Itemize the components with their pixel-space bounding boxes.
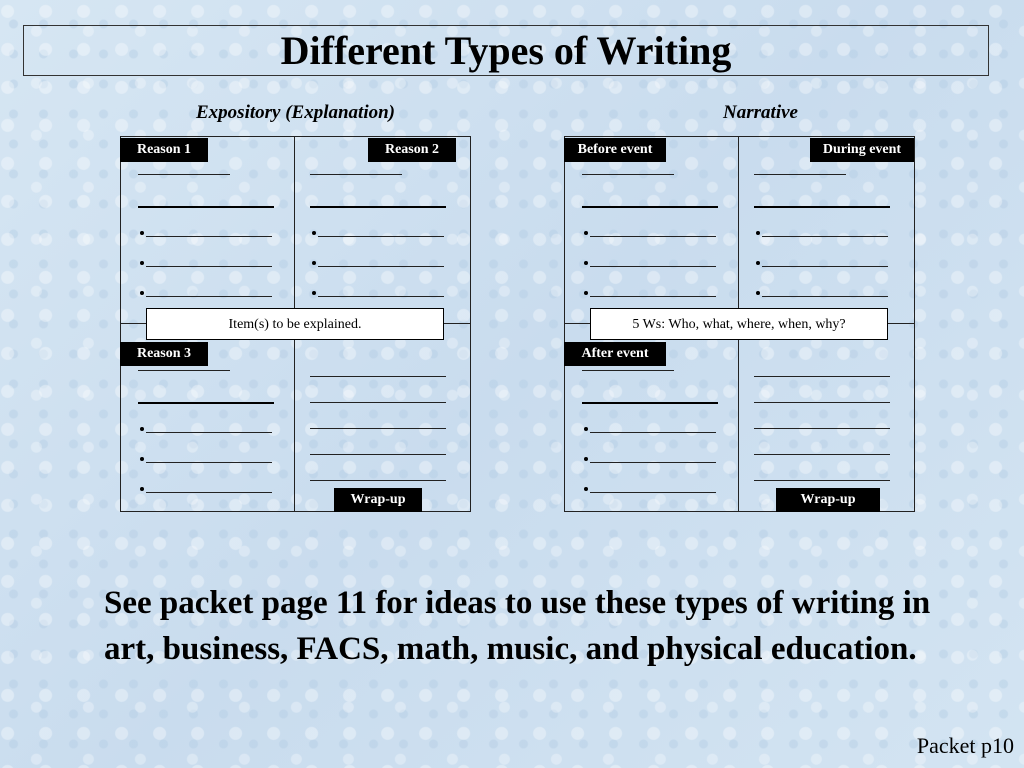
title-box xyxy=(23,25,989,76)
wrap-up-label: Wrap-up xyxy=(776,488,880,512)
bullet-dot xyxy=(312,291,316,295)
writing-line xyxy=(146,266,272,267)
during-event-label: During event xyxy=(810,138,914,162)
expository-organizer xyxy=(120,136,471,512)
writing-line xyxy=(138,402,274,404)
writing-line xyxy=(138,206,274,208)
writing-line xyxy=(310,402,446,403)
writing-line xyxy=(762,236,888,237)
writing-line xyxy=(582,206,718,208)
writing-line xyxy=(146,492,272,493)
writing-line xyxy=(754,376,890,377)
bullet-dot xyxy=(584,457,588,461)
writing-line xyxy=(754,206,890,208)
writing-line xyxy=(754,480,890,481)
writing-line xyxy=(310,376,446,377)
writing-line xyxy=(318,266,444,267)
bullet-dot xyxy=(756,291,760,295)
instructions-text: See packet page 11 for ideas to use these types of writing in art, business, FACS, math, music, and physical education. xyxy=(104,585,931,667)
bullet-dot xyxy=(584,487,588,491)
writing-line xyxy=(146,236,272,237)
bullet-dot xyxy=(140,291,144,295)
bullet-dot xyxy=(584,231,588,235)
writing-line xyxy=(318,236,444,237)
bullet-dot xyxy=(312,261,316,265)
writing-line xyxy=(590,266,716,267)
writing-line xyxy=(762,296,888,297)
writing-line xyxy=(590,432,716,433)
writing-line xyxy=(318,296,444,297)
narrative-heading: Narrative xyxy=(723,102,798,123)
writing-line xyxy=(138,174,230,175)
writing-line xyxy=(754,402,890,403)
writing-line xyxy=(590,492,716,493)
writing-line xyxy=(762,266,888,267)
writing-line xyxy=(310,206,446,208)
writing-line xyxy=(582,174,674,175)
center-topic-box: Item(s) to be explained. xyxy=(146,308,444,340)
bullet-dot xyxy=(584,427,588,431)
writing-line xyxy=(754,428,890,429)
writing-line xyxy=(138,370,230,371)
expository-heading: Expository (Explanation) xyxy=(196,102,395,123)
center-topic-box: 5 Ws: Who, what, where, when, why? xyxy=(590,308,888,340)
writing-line xyxy=(146,296,272,297)
reason-1-label: Reason 1 xyxy=(120,138,208,162)
page-title: Different Types of Writing xyxy=(280,28,732,73)
reason-2-label: Reason 2 xyxy=(368,138,456,162)
bullet-dot xyxy=(312,231,316,235)
reason-3-label: Reason 3 xyxy=(120,342,208,366)
writing-line xyxy=(310,174,402,175)
narrative-organizer xyxy=(564,136,915,512)
writing-line xyxy=(146,462,272,463)
writing-line xyxy=(310,454,446,455)
writing-line xyxy=(590,462,716,463)
bullet-dot xyxy=(140,231,144,235)
before-event-label: Before event xyxy=(564,138,666,162)
writing-line xyxy=(754,454,890,455)
bullet-dot xyxy=(756,261,760,265)
bullet-dot xyxy=(584,261,588,265)
writing-line xyxy=(754,174,846,175)
packet-page-number: Packet p10 xyxy=(916,733,1014,758)
bullet-dot xyxy=(140,457,144,461)
bullet-dot xyxy=(140,487,144,491)
writing-line xyxy=(310,428,446,429)
bullet-dot xyxy=(584,291,588,295)
writing-line xyxy=(146,432,272,433)
bullet-dot xyxy=(140,427,144,431)
writing-line xyxy=(582,402,718,404)
writing-line xyxy=(310,480,446,481)
after-event-label: After event xyxy=(564,342,666,366)
writing-line xyxy=(582,370,674,371)
writing-line xyxy=(590,236,716,237)
bullet-dot xyxy=(756,231,760,235)
bullet-dot xyxy=(140,261,144,265)
writing-line xyxy=(590,296,716,297)
wrap-up-label: Wrap-up xyxy=(334,488,422,512)
